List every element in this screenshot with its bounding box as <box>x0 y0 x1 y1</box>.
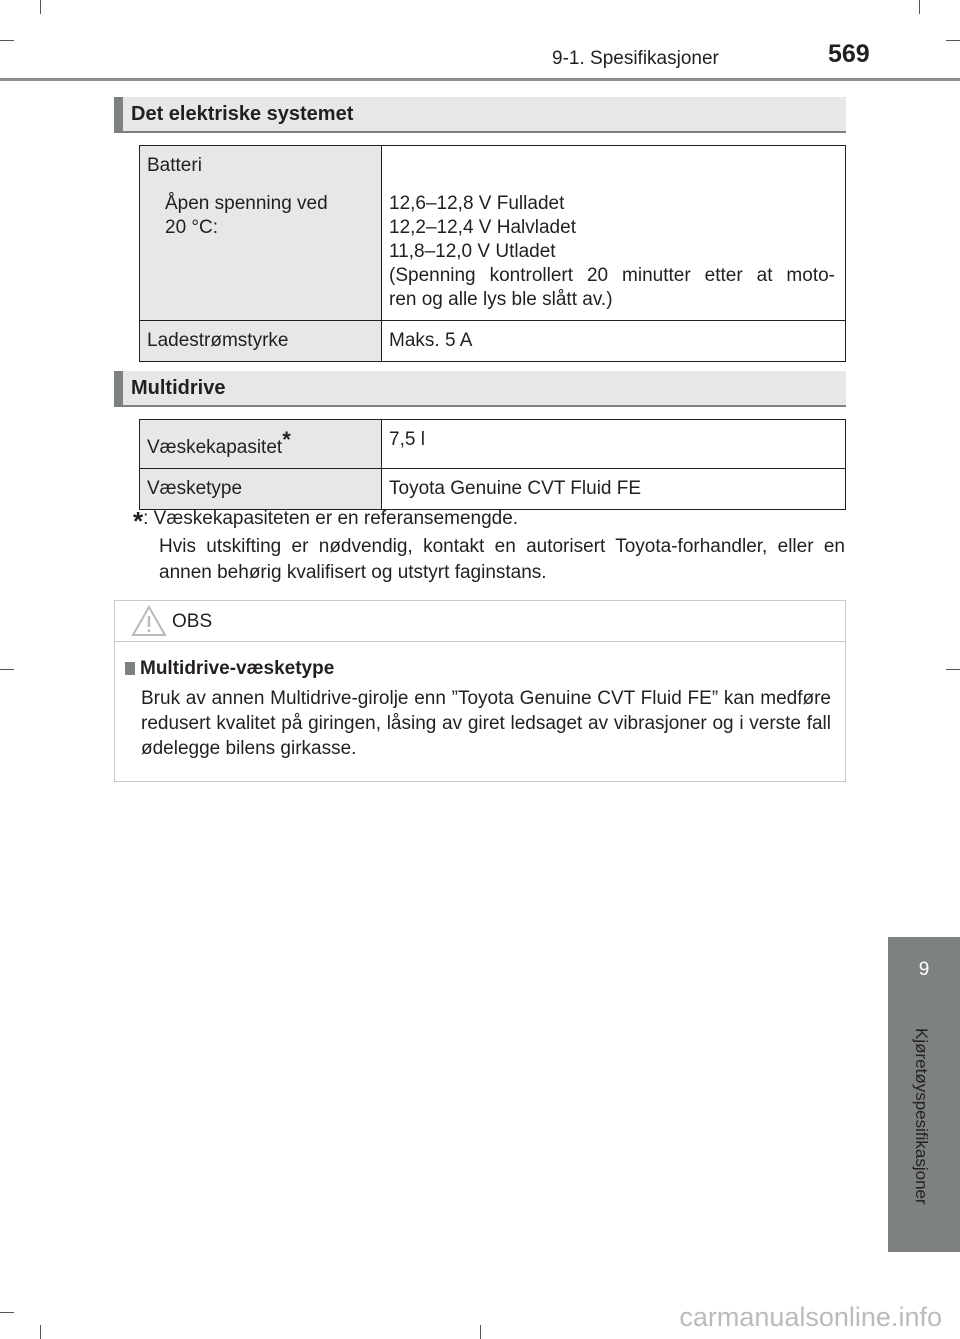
section-accent <box>114 371 123 407</box>
notice-label: OBS <box>172 611 213 632</box>
voltage-value-line: 12,6–12,8 V Fulladet <box>389 193 565 214</box>
capacity-label-cell <box>140 420 382 469</box>
page-number: 569 <box>828 40 870 68</box>
electrical-spec-table <box>139 145 846 362</box>
crop-mark <box>480 1325 481 1339</box>
voltage-note-line: (Spenning kontrollert 20 minutter etter at moto- <box>389 265 835 286</box>
footnote-star: * <box>133 506 144 536</box>
chapter-tab <box>888 937 960 1014</box>
multidrive-spec-table <box>139 419 846 510</box>
section-heading: 9-1. Spesifikasjoner <box>552 48 719 69</box>
battery-value-cell <box>382 146 846 321</box>
charge-row <box>140 321 846 362</box>
fluid-type-row <box>140 469 846 510</box>
notice-box <box>114 600 846 782</box>
charge-label: Ladestrømstyrke <box>140 321 382 362</box>
crop-mark <box>0 1312 14 1313</box>
voltage-value-line: 12,2–12,4 V Halvladet <box>389 217 576 238</box>
capacity-row <box>140 420 846 469</box>
notice-subheading-text: Multidrive-væsketype <box>140 658 335 679</box>
battery-label-cell <box>140 146 382 321</box>
voltage-label-line-2: 20 °C: <box>165 217 219 238</box>
battery-row <box>140 146 846 321</box>
footnote-text: : Væskekapasiteten er en referansemengde. <box>143 508 519 529</box>
crop-mark <box>0 40 14 41</box>
fluid-type-label: Væsketype <box>140 469 382 510</box>
crop-mark <box>946 40 960 41</box>
crop-mark <box>40 0 41 14</box>
notice-subheading <box>125 658 334 680</box>
notice-header <box>115 601 845 642</box>
watermark: carmanualsonline.info <box>679 1302 942 1332</box>
capacity-value: 7,5 l <box>382 420 846 469</box>
electrical-section-title: Det elektriske systemet <box>131 103 354 125</box>
footnote <box>133 506 845 586</box>
section-accent <box>114 97 123 133</box>
footnote-line-1 <box>133 506 845 534</box>
multidrive-section-title: Multidrive <box>131 377 226 399</box>
voltage-label-line-1: Åpen spenning ved <box>165 193 328 214</box>
multidrive-section-header <box>114 371 846 407</box>
footnote-marker: * <box>282 427 291 452</box>
warning-triangle-icon <box>131 605 167 637</box>
footnote-line-2: Hvis utskifting er nødvendig, kontakt en autorisert Toyota-forhandler, eller en annen behørig kvalifisert og utstyrt faginstans. <box>159 536 845 583</box>
charge-value: Maks. 5 A <box>382 321 846 362</box>
battery-label: Batteri <box>147 155 202 176</box>
fluid-type-value: Toyota Genuine CVT Fluid FE <box>382 469 846 510</box>
crop-mark <box>40 1325 41 1339</box>
voltage-value-line: 11,8–12,0 V Utladet <box>389 241 556 262</box>
electrical-section-header <box>114 97 846 133</box>
crop-mark <box>919 0 920 14</box>
voltage-note-line: ren og alle lys ble slått av.) <box>389 289 613 310</box>
header-rule <box>0 78 960 81</box>
notice-body: Bruk av annen Multidrive-girolje enn ”Toyota Genuine CVT Fluid FE” kan medføre redusert kvalitet på giringen, låsing av giret ledsaget av vibrasjoner og i verste fall ødelegge bilens girkasse. <box>141 688 831 759</box>
chapter-number: 9 <box>918 959 930 980</box>
chapter-label: Kjøretøyspesifikasjoner <box>912 1028 931 1205</box>
capacity-label: Væskekapasitet <box>147 437 283 458</box>
square-bullet-icon <box>125 662 135 675</box>
crop-mark <box>0 669 14 670</box>
crop-mark <box>946 669 960 670</box>
voltage-label <box>147 192 375 240</box>
